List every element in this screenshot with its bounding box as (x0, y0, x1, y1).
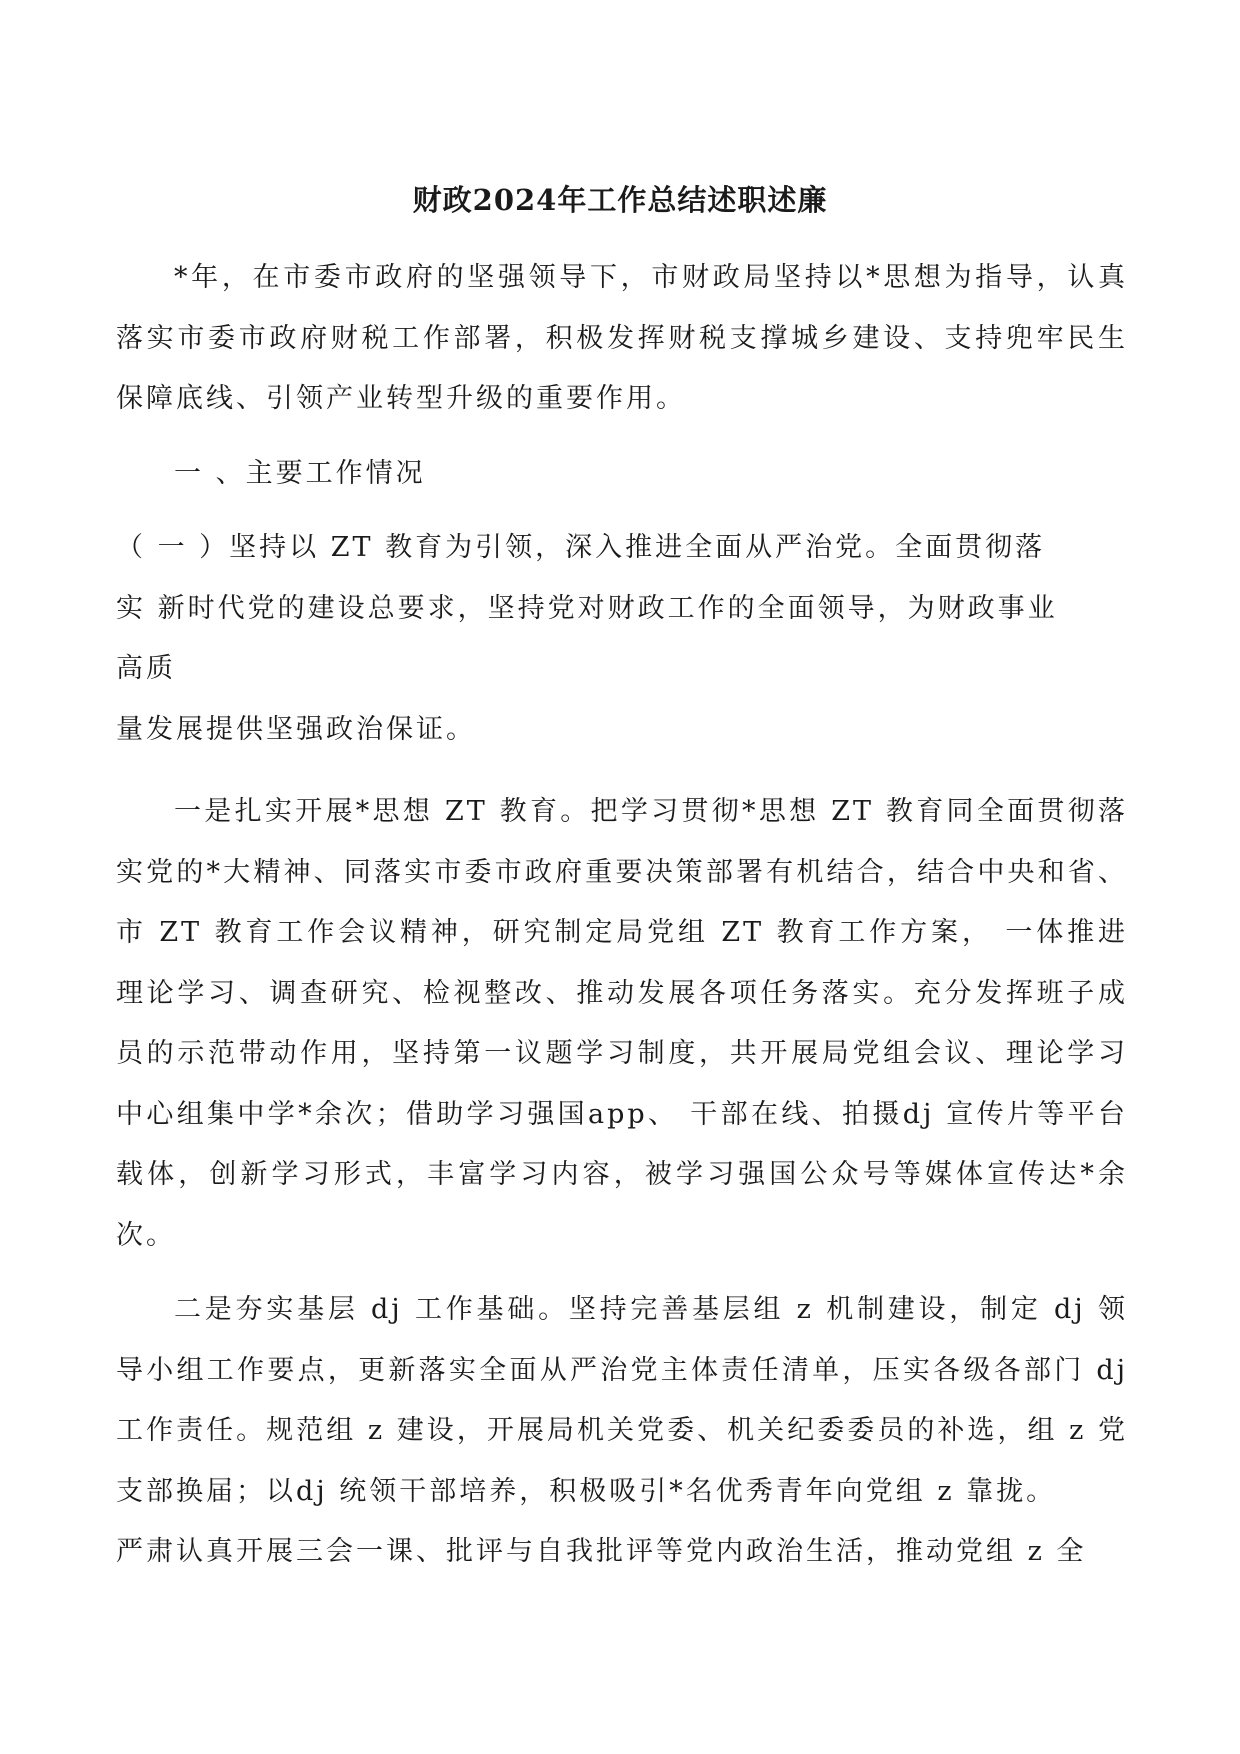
subsection-heading-one (116, 518, 1128, 760)
document-title: 财政2024年工作总结述职述廉 (412, 183, 828, 217)
document-body (116, 248, 1128, 1583)
paragraph-grassroots-work: 二是夯实基层 dj 工作基础。坚持完善基层组 z 机制建设，制定 dj 领导小组工作要点，更新落实全面从严治党主体责任清单，压实各级各部门 dj 工作责任。规范组 z 建设，开展局机关党委、机关纪委委员的补选，组 z 党支部换届；以dj 统领干部培养，积极吸引*名优秀青年向党组 z 靠拢。 (116, 1294, 1128, 1507)
paragraph-party-life: 严肃认真开展三会一课、批评与自我批评等党内政治生活，推动党组 z 全 (116, 1536, 1087, 1567)
subsection-line: 实 新时代党的建设总要求，坚持党对财政工作的全面领导，为财政事业 (116, 592, 1058, 624)
subsection-line: 量发展提供坚强政治保证。 (116, 713, 476, 745)
subsection-line: （ 一 ）坚持以 ZT 教育为引领，深入推进全面从严治党。全面贯彻落 (116, 532, 1046, 563)
intro-paragraph: *年，在市委市政府的坚强领导下，市财政局坚持以*思想为指导，认真落实市委市政府财税工作部署，积极发挥财税支撑城乡建设、支持兜牢民生保障底线、引领产业转型升级的重要作用。 (116, 262, 1128, 414)
paragraph-study-education: 一是扎实开展*思想 ZT 教育。把学习贯彻*思想 ZT 教育同全面贯彻落实党的*大精神、同落实市委市政府重要决策部署有机结合，结合中央和省、市 ZT 教育工作会议精神，研究制定局党组 ZT 教育工作方案， 一体推进理论学习、调查研究、检视整改、推动发展各项任务落实。充分发挥班子成员的示范带动作用，坚持第一议题学习制度，共开展局党组会议、理论学习中心组集中学*余次；借助学习强国app、 干部在线、拍摄dj 宣传片等平台载体，创新学习形式，丰富学习内容，被学习强国公众号等媒体宣传达*余次。 (116, 796, 1128, 1251)
subsection-line: 高质 (116, 653, 176, 684)
section-heading-main-work: 一 、主要工作情况 (174, 457, 426, 489)
